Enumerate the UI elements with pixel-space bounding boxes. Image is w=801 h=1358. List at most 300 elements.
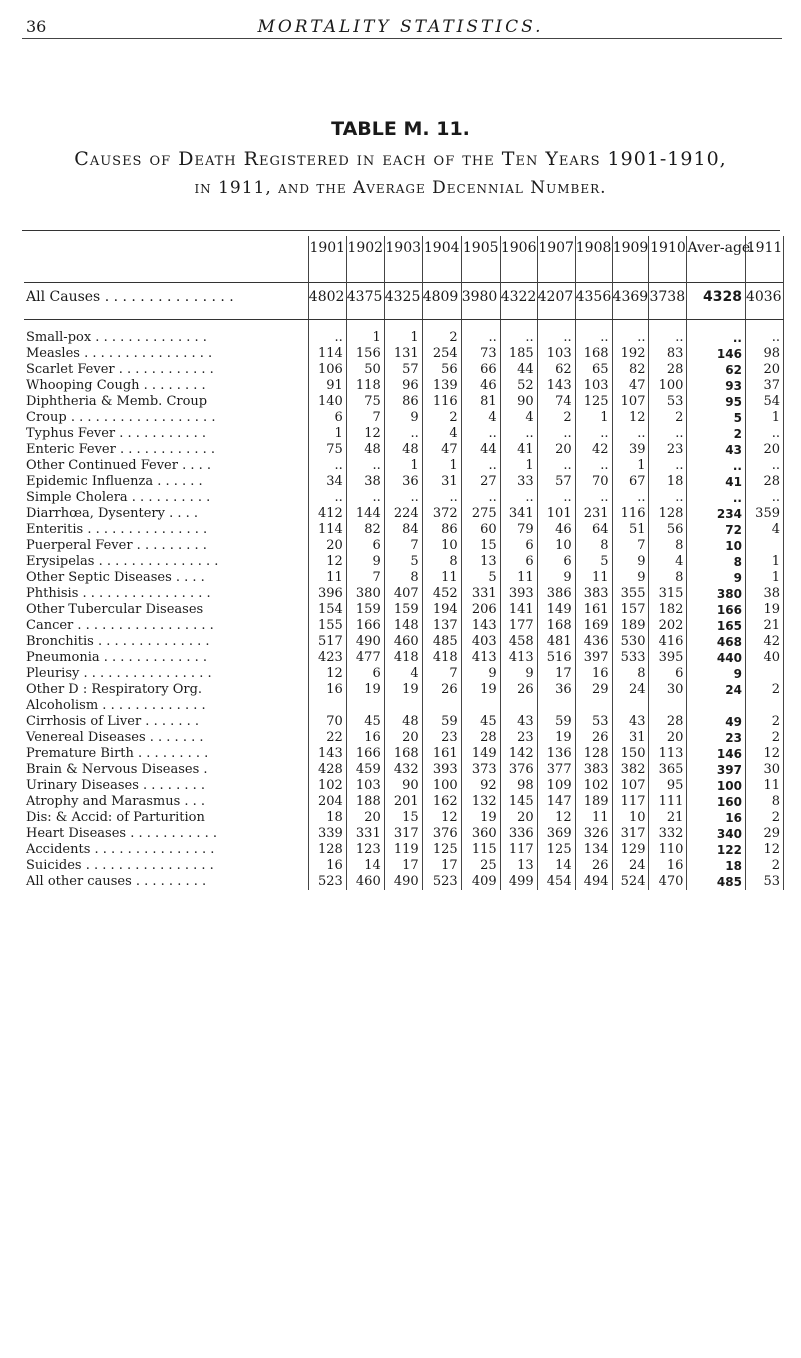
cell-value: 128 [575,746,612,762]
cell-value: .. [500,490,537,506]
cell-value: 19 [745,602,783,618]
cell-value: 1 [422,458,461,474]
cell-value: 13 [500,858,537,874]
cell-value: 48 [346,442,384,458]
cell-value: 103 [575,378,612,394]
cell-value: 1 [384,458,422,474]
cell-value: 159 [346,602,384,618]
cell-value: 9 [346,554,384,570]
cell-value: 116 [612,506,649,522]
cell-value: .. [745,458,783,474]
cell-value: 17 [422,858,461,874]
cell-value: 162 [422,794,461,810]
cell-value: 4 [500,410,537,426]
table-row [24,778,784,794]
table-header-row [24,236,784,283]
cell-value: 6 [537,554,575,570]
cell-value: 317 [612,826,649,842]
cell-value: 383 [575,762,612,778]
row-label: Croup . . . . . . . . . . . . . . . . . . [24,410,308,426]
cell-value [745,698,783,714]
table-row [24,858,784,874]
table-row [24,394,784,410]
cell-value: 111 [649,794,687,810]
table-row [24,826,784,842]
cell-value: 395 [649,650,687,666]
cell-value: 11 [745,778,783,794]
cell-value: 369 [537,826,575,842]
cell-value: 397 [687,762,746,778]
cell-value: 165 [687,618,746,634]
cell-value: 440 [687,650,746,666]
cell-value: 454 [537,874,575,890]
cell-value [422,698,461,714]
cell-value: 275 [461,506,500,522]
cell-value: 42 [575,442,612,458]
cell-value: 60 [461,522,500,538]
cell-value: 2 [649,410,687,426]
cell-value: 3980 [461,283,500,320]
cell-value: .. [612,490,649,506]
cell-value: .. [687,458,746,474]
table-row [24,570,784,586]
cell-value: 332 [649,826,687,842]
table-row [24,602,784,618]
cell-value: .. [346,490,384,506]
row-label: Pleurisy . . . . . . . . . . . . . . . . [24,666,308,682]
cell-value: 418 [422,650,461,666]
row-label: Urinary Diseases . . . . . . . . [24,778,308,794]
cell-value: 436 [575,634,612,650]
cell-value: 2 [745,714,783,730]
cell-value: 1 [575,410,612,426]
cell-value: 156 [346,346,384,362]
row-label: Puerperal Fever . . . . . . . . . [24,538,308,554]
cell-value: 13 [461,554,500,570]
cell-value: 106 [308,362,346,378]
column-header: 1901 [308,236,346,283]
cell-value: 20 [745,442,783,458]
cell-value: 416 [649,634,687,650]
cell-value: 6 [346,666,384,682]
cell-value: 331 [461,586,500,602]
cell-value: 12 [308,554,346,570]
cell-value: 123 [346,842,384,858]
cell-value [537,698,575,714]
cell-value: 499 [500,874,537,890]
cell-value: 140 [308,394,346,410]
row-label: Dis: & Accid: of Parturition [24,810,308,826]
cell-value [500,698,537,714]
row-label: All Causes . . . . . . . . . . . . . . . [24,283,308,320]
cell-value: 132 [461,794,500,810]
cell-value: 155 [308,618,346,634]
row-label: Brain & Nervous Diseases . [24,762,308,778]
cell-value: 373 [461,762,500,778]
cell-value: 359 [745,506,783,522]
cell-value: 22 [308,730,346,746]
cell-value: 92 [461,778,500,794]
cell-value: 57 [537,474,575,490]
column-header: 1905 [461,236,500,283]
cell-value: 81 [461,394,500,410]
cell-value: 19 [461,810,500,826]
cell-value: 23 [500,730,537,746]
page-header [0,0,801,40]
cell-value: 160 [687,794,746,810]
table-row [24,506,784,522]
cell-value: 38 [346,474,384,490]
cell-value: 23 [422,730,461,746]
cell-value: .. [500,330,537,346]
cell-value: 17 [537,666,575,682]
cell-value: 481 [537,634,575,650]
cell-value: 2 [537,410,575,426]
cell-value: .. [745,330,783,346]
cell-value: 432 [384,762,422,778]
cell-value: .. [461,426,500,442]
cause-header [24,236,308,283]
cell-value: 53 [745,874,783,890]
cell-value: 4369 [612,283,649,320]
cell-value [745,538,783,554]
cell-value: 14 [537,858,575,874]
cell-value: 82 [346,522,384,538]
cell-value: 25 [461,858,500,874]
cell-value: 161 [575,602,612,618]
cell-value: 188 [346,794,384,810]
cell-value: 19 [384,682,422,698]
cell-value: 143 [537,378,575,394]
cell-value: 16 [575,666,612,682]
cell-value: 4 [649,554,687,570]
cell-value: 380 [687,586,746,602]
cell-value: 84 [384,522,422,538]
cell-value: 4356 [575,283,612,320]
cell-value: .. [500,426,537,442]
cell-value: 11 [575,570,612,586]
cell-value: 12 [422,810,461,826]
cell-value: 18 [687,858,746,874]
cell-value: 47 [422,442,461,458]
cell-value: 53 [575,714,612,730]
cell-value: 4 [384,666,422,682]
table-row [24,714,784,730]
cell-value: 86 [384,394,422,410]
cell-value: 62 [687,362,746,378]
cell-value: 159 [384,602,422,618]
column-header: 1910 [649,236,687,283]
cell-value: 380 [346,586,384,602]
cell-value: .. [308,330,346,346]
cell-value: .. [649,426,687,442]
table-row [24,522,784,538]
row-label: Other D : Respiratory Org. [24,682,308,698]
cell-value: 4325 [384,283,422,320]
cell-value: 360 [461,826,500,842]
cell-value: 154 [308,602,346,618]
cell-value: 118 [346,378,384,394]
row-label: Premature Birth . . . . . . . . . [24,746,308,762]
cell-value: 523 [308,874,346,890]
cell-value: 231 [575,506,612,522]
cell-value: 7 [384,538,422,554]
cell-value: 523 [422,874,461,890]
row-label: Bronchitis . . . . . . . . . . . . . . [24,634,308,650]
cell-value: 66 [461,362,500,378]
row-label: All other causes . . . . . . . . . [24,874,308,890]
cell-value: 9 [612,570,649,586]
cell-value: 10 [612,810,649,826]
cell-value: 107 [612,394,649,410]
cell-value: 407 [384,586,422,602]
cell-value: 494 [575,874,612,890]
cell-value: 490 [346,634,384,650]
cell-value: .. [649,490,687,506]
row-label: Heart Diseases . . . . . . . . . . . [24,826,308,842]
cell-value: 331 [346,826,384,842]
cell-value: 204 [308,794,346,810]
cell-value: 113 [649,746,687,762]
cell-value: 20 [745,362,783,378]
cell-value: 2 [422,330,461,346]
cell-value: 234 [687,506,746,522]
cell-value: 28 [745,474,783,490]
cell-value: 4322 [500,283,537,320]
table-row [24,490,784,506]
cell-value: 144 [346,506,384,522]
cell-value: 103 [346,778,384,794]
cell-value [687,698,746,714]
cell-value: 93 [687,378,746,394]
cell-value: 79 [500,522,537,538]
cell-value: 90 [384,778,422,794]
cell-value: 376 [500,762,537,778]
cell-value: .. [537,490,575,506]
cell-value: 125 [537,842,575,858]
cell-value: 36 [384,474,422,490]
table-row [24,874,784,890]
table-row [24,842,784,858]
cell-value: 52 [500,378,537,394]
table-row [24,538,784,554]
cell-value: 117 [500,842,537,858]
cell-value: 8 [575,538,612,554]
cell-value: .. [575,330,612,346]
cell-value: 1 [500,458,537,474]
table-row [24,378,784,394]
cell-value: 393 [422,762,461,778]
cell-value: 393 [500,586,537,602]
cell-value: 533 [612,650,649,666]
table-row [24,634,784,650]
cell-value: 516 [537,650,575,666]
cell-value [308,698,346,714]
cell-value: 177 [500,618,537,634]
cell-value: 98 [500,778,537,794]
cell-value: 24 [687,682,746,698]
cell-value: 143 [308,746,346,762]
cell-value: 4 [745,522,783,538]
column-header: Aver-age. [687,236,746,283]
row-label: Venereal Diseases . . . . . . . [24,730,308,746]
cell-value: 485 [687,874,746,890]
cell-value: 143 [461,618,500,634]
cell-value: .. [649,330,687,346]
cell-value: 9 [687,570,746,586]
cell-value: .. [308,490,346,506]
cell-value: 137 [422,618,461,634]
cell-value: .. [537,426,575,442]
cell-value: 72 [687,522,746,538]
cell-value: 517 [308,634,346,650]
cell-value: 26 [575,858,612,874]
cell-value: 24 [612,682,649,698]
row-label: Simple Cholera . . . . . . . . . . [24,490,308,506]
cell-value: 131 [384,346,422,362]
cell-value: 116 [422,394,461,410]
cell-value: 39 [612,442,649,458]
cell-value: 6 [346,538,384,554]
cell-value: .. [612,330,649,346]
cell-value: 20 [308,538,346,554]
cell-value: 31 [612,730,649,746]
table-row [24,410,784,426]
cell-value: 90 [500,394,537,410]
cell-value: 141 [500,602,537,618]
cell-value [384,698,422,714]
table-row [24,618,784,634]
cell-value: 26 [500,682,537,698]
cell-value: 8 [384,570,422,586]
cell-value: 166 [687,602,746,618]
cell-value: 377 [537,762,575,778]
cell-value: 168 [537,618,575,634]
cell-value: 31 [422,474,461,490]
row-label: Small-pox . . . . . . . . . . . . . . [24,330,308,346]
cell-value: 101 [537,506,575,522]
cell-value: 409 [461,874,500,890]
cell-value: 189 [575,794,612,810]
cell-value: 1 [745,570,783,586]
table-caption-line-1: Causes of Death Registered in each of the Ten Years 1901-1910, [74,148,727,170]
cell-value: 5 [575,554,612,570]
cell-value: 317 [384,826,422,842]
row-label: Other Tubercular Diseases [24,602,308,618]
cell-value: 9 [384,410,422,426]
table-row [24,666,784,682]
cell-value: 16 [346,730,384,746]
cell-value: 54 [745,394,783,410]
cell-value: 43 [612,714,649,730]
column-header: 1909 [612,236,649,283]
cell-value: 100 [422,778,461,794]
cell-value: 33 [500,474,537,490]
cell-value: 26 [575,730,612,746]
table-row [24,650,784,666]
cell-value: 11 [575,810,612,826]
row-label: Pneumonia . . . . . . . . . . . . . [24,650,308,666]
cell-value: 1 [308,426,346,442]
cell-value: 12 [745,842,783,858]
cell-value: .. [575,490,612,506]
row-label: Measles . . . . . . . . . . . . . . . . [24,346,308,362]
cell-value [745,666,783,682]
cell-value: 102 [308,778,346,794]
table-row [24,362,784,378]
table-row [24,458,784,474]
column-header: 1907 [537,236,575,283]
cell-value: 1 [346,330,384,346]
row-label: Phthisis . . . . . . . . . . . . . . . . [24,586,308,602]
cell-value: 23 [687,730,746,746]
cell-value: 2 [687,426,746,442]
row-label: Epidemic Influenza . . . . . . [24,474,308,490]
cell-value: 37 [745,378,783,394]
cell-value: 12 [612,410,649,426]
cell-value: 27 [461,474,500,490]
cell-value: .. [422,490,461,506]
cell-value: 75 [346,394,384,410]
cell-value: 36 [537,682,575,698]
column-header: 1903 [384,236,422,283]
cell-value: 38 [745,586,783,602]
table-row [24,762,784,778]
cell-value: 49 [687,714,746,730]
cell-value: 340 [687,826,746,842]
cell-value: 17 [384,858,422,874]
table-row [24,346,784,362]
cell-value: 355 [612,586,649,602]
cell-value: 56 [422,362,461,378]
cell-value: 2 [745,810,783,826]
row-label: Other Septic Diseases . . . . [24,570,308,586]
table-row [24,554,784,570]
cell-value: 103 [537,346,575,362]
cell-value: 115 [461,842,500,858]
cell-value: 490 [384,874,422,890]
table-row [24,474,784,490]
table-caption-line-2: in 1911, and the Average Decennial Number. [194,178,607,198]
cell-value: 146 [687,746,746,762]
cell-value: 20 [500,810,537,826]
cell-value: 4207 [537,283,575,320]
cell-value: 4809 [422,283,461,320]
cell-value [346,698,384,714]
cell-value: 339 [308,826,346,842]
cell-value: 29 [745,826,783,842]
cell-value: .. [687,330,746,346]
cell-value: 149 [537,602,575,618]
cell-value: 148 [384,618,422,634]
cell-value: .. [461,458,500,474]
cell-value: 139 [422,378,461,394]
running-head: MORTALITY STATISTICS. [257,17,544,37]
cell-value: 95 [687,394,746,410]
cell-value: 376 [422,826,461,842]
cell-value: 100 [649,378,687,394]
cell-value: 12 [745,746,783,762]
cell-value: 15 [384,810,422,826]
cell-value: 1 [745,554,783,570]
table-row [24,730,784,746]
cell-value: 372 [422,506,461,522]
row-label: Atrophy and Marasmus . . . [24,794,308,810]
cell-value: 413 [461,650,500,666]
cell-value: 50 [346,362,384,378]
cell-value: 75 [308,442,346,458]
cell-value: 428 [308,762,346,778]
